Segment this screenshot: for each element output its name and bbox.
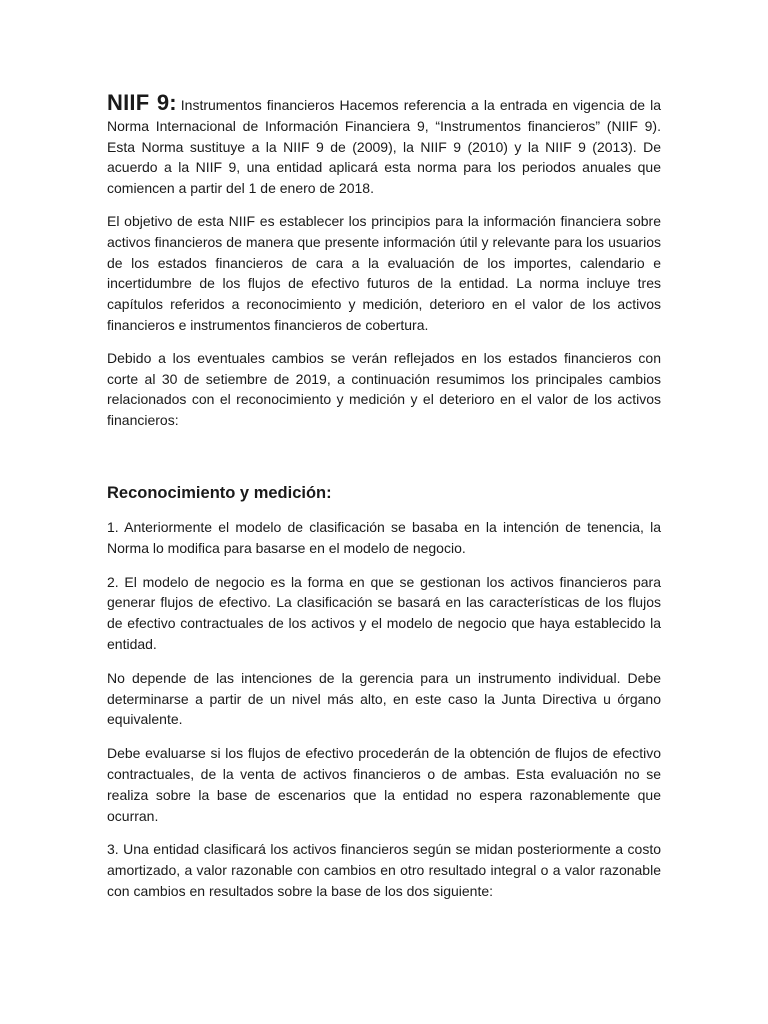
document-title: NIIF 9: <box>107 90 177 115</box>
cash-flow-evaluation-paragraph: Debe evaluarse si los flujos de efectivo procederán de la obtención de flujos de efectivo contractuales, de la venta de activos financieros o de ambas. Esta evaluación no se realiza sobre la base de escenarios que la entidad no espera razonablemente que ocurran. <box>107 745 661 824</box>
changes-paragraph: Debido a los eventuales cambios se verán reflejados en los estados financieros con corte al 30 de setiembre de 2019, a continuación resumimos los principales cambios relacionados con el reconocimiento y medición y el deterioro en el valor de los activos financieros: <box>107 349 661 429</box>
objective-paragraph: El objetivo de esta NIIF es establecer los principios para la información financiera sobre activos financieros de manera que presente información útil y relevante para los usuarios de los estados financieros de cara a la evaluación de los importes, calendario e incertidumbre de los flujos de efectivo futuros de la entidad. La norma incluye tres capítulos referidos a reconocimiento y medición, deterioro en el valor de los activos financieros e instrumentos financieros de cobertura. <box>107 212 661 333</box>
section-heading: Reconocimiento y medición: <box>107 483 332 502</box>
intro-paragraph <box>107 90 661 199</box>
list-item-3: 3. Una entidad clasificará los activos financieros según se midan posteriormente a costo amortizado, a valor razonable con cambios en otro resultado integral o a valor razonable con cambios en resultados sobre la base de los dos siguiente: <box>107 841 661 899</box>
list-item-1: 1. Anteriormente el modelo de clasificación se basaba en la intención de tenencia, la Norma lo modifica para basarse en el modelo de negocio. <box>107 518 661 556</box>
document-page <box>107 90 661 902</box>
intro-text: Instrumentos financieros Hacemos referencia a la entrada en vigencia de la Norma Internacional de Información Financiera 9, “Instrumentos financieros” (NIIF 9). Esta Norma sustituye a la NIIF 9 de (2009), la NIIF 9 (2010) y la NIIF 9 (2013). De acuerdo a la NIIF 9, una entidad aplicará esta norma para los periodos anuales que comiencen a partir del 1 de enero de 2018. <box>107 97 661 197</box>
management-intent-paragraph: No depende de las intenciones de la gerencia para un instrumento individual. Debe determinarse a partir de un nivel más alto, en este caso la Junta Directiva u órgano equivalente. <box>107 669 661 728</box>
list-item-2: 2. El modelo de negocio es la forma en que se gestionan los activos financieros para generar flujos de efectivo. La clasificación se basará en las características de los flujos de efectivo contractuales de los activos y el modelo de negocio que haya establecido la entidad. <box>107 573 661 652</box>
